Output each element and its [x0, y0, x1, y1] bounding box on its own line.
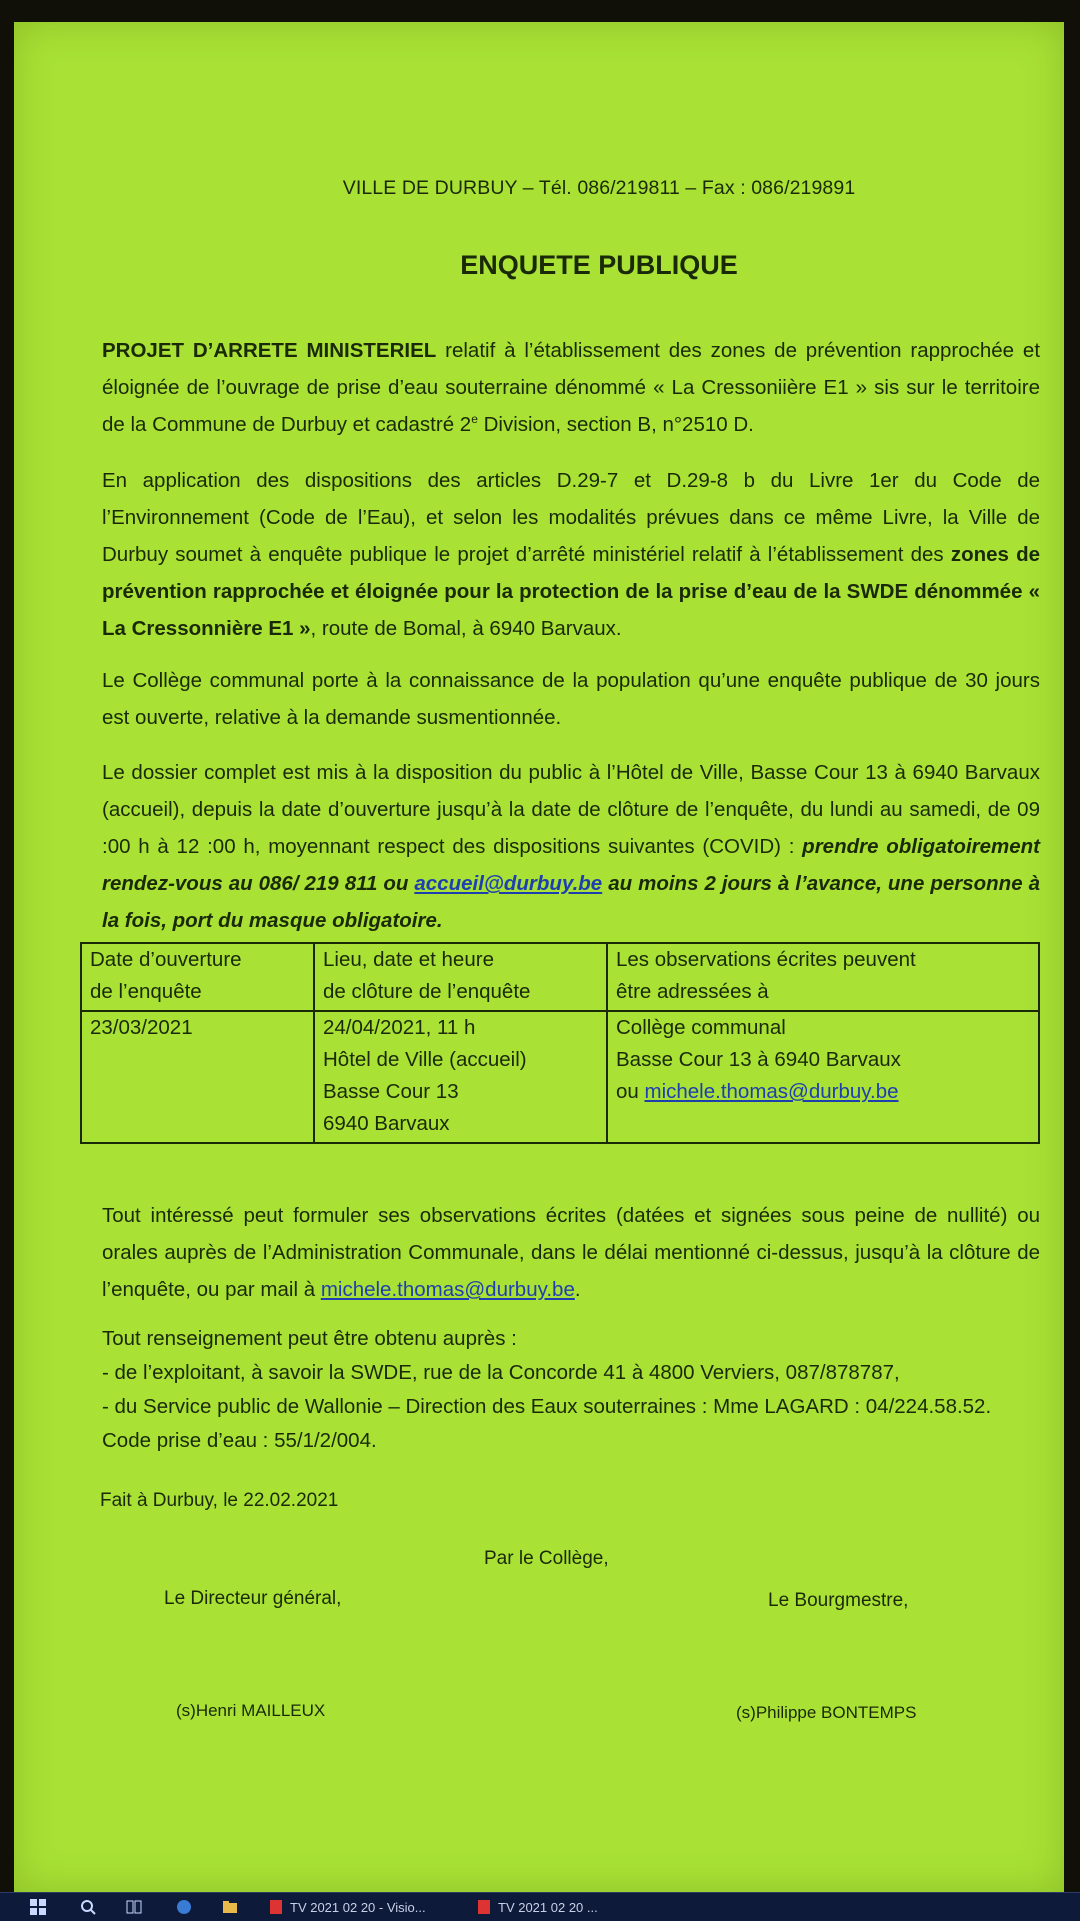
contact-line: VILLE DE DURBUY – Tél. 086/219811 – Fax : 086/219891: [342, 177, 856, 199]
header-cell-observations: [607, 943, 1039, 1011]
cell-observations-address: [607, 1011, 1039, 1143]
edge-browser-icon[interactable]: [176, 1899, 192, 1915]
observations-text: Tout intéressé peut formuler ses observations écrites (datées et signées sous peine de nullité) ou orales auprès de l’Administration Communale, dans le délai mentionné ci-dessus, jusqu’à la clôture de l’enquête, ou par mail à: [102, 1204, 1040, 1301]
intro-sup: e: [471, 412, 478, 427]
director-title: Le Directeur général,: [164, 1588, 342, 1609]
info-line: - du Service public de Wallonie – Direction des Eaux souterraines : Mme LAGARD : 04/224.58.52.: [102, 1395, 992, 1418]
mayor-signature: (s)Philippe BONTEMPS: [736, 1703, 917, 1722]
header-cell-closing: [314, 943, 607, 1011]
notice-page: [14, 22, 1064, 1892]
taskbar: [0, 1892, 1080, 1921]
cell-text: Hôtel de Ville (accueil): [323, 1048, 527, 1071]
intro-bold: PROJET D’ARRETE MINISTERIEL: [102, 339, 437, 362]
place-date: Fait à Durbuy, le 22.02.2021: [100, 1490, 339, 1511]
cell-text: Basse Cour 13: [323, 1080, 459, 1103]
pdf-document-icon: [268, 1899, 284, 1915]
accueil-email-link[interactable]: accueil@durbuy.be: [414, 872, 603, 895]
dossier-text: Le dossier complet est mis à la disposition du public à l’Hôtel de Ville, Basse Cour 13 à 6940 Barvaux (accueil), depuis la date d’ouverture jusqu’à la date de clôture de l’enquête, du lundi au samedi, de 09 :00 h à 12 :00 h, moyennant respect des dispositions suivantes (COVID) :: [102, 761, 1040, 858]
header-text: Les observations écrites peuvent: [616, 948, 916, 971]
observations-email-link[interactable]: michele.thomas@durbuy.be: [320, 1278, 575, 1301]
dossier-italic-a: prendre obligatoirement rendez-vous au 086/ 219 811 ou: [102, 835, 1041, 895]
cell-text: 23/03/2021: [90, 1016, 193, 1039]
cell-opening-date: [81, 1011, 314, 1143]
cell-text: ou: [616, 1080, 645, 1103]
info-line: Code prise d’eau : 55/1/2/004.: [102, 1429, 377, 1452]
cell-email-line: [616, 1076, 1030, 1108]
application-bold: zones de prévention rapprochée et éloignée pour la protection de la prise d’eau de la SWDE dénommée « La Cressonnière E1 »: [102, 543, 1041, 640]
header-text: Lieu, date et heure: [323, 948, 494, 971]
intro-text: relatif à l’établissement des zones de prévention rapprochée et éloignée de l’ouvrage de prise d’eau souterraine dénommé « La Cressoniière E1 » sis sur le territoire de la Commune de Durbuy et cadastré 2: [102, 339, 1041, 436]
info-line: - de l’exploitant, à savoir la SWDE, rue de la Concorde 41 à 4800 Verviers, 087/878787,: [102, 1361, 900, 1384]
pdf-document-icon: [476, 1899, 492, 1915]
application-paragraph: [102, 462, 1040, 647]
par-le-college: Par le Collège,: [484, 1548, 609, 1569]
windows-start-icon[interactable]: [30, 1899, 46, 1915]
cell-text: 24/04/2021, 11 h: [323, 1016, 476, 1039]
intro-paragraph: [102, 332, 1040, 443]
info-line: Tout renseignement peut être obtenu auprès :: [102, 1327, 517, 1350]
college-paragraph: Le Collège communal porte à la connaissance de la population qu’une enquête publique de 30 jours est ouverte, relative à la demande susmentionnée.: [102, 669, 1040, 729]
mayor-title: Le Bourgmestre,: [768, 1590, 909, 1611]
taskbar-item-2[interactable]: TV 2021 02 20 ...: [498, 1900, 598, 1915]
task-view-icon[interactable]: [126, 1899, 142, 1915]
application-text-end: , route de Bomal, à 6940 Barvaux.: [310, 617, 622, 640]
cell-text: Collège communal: [616, 1016, 786, 1039]
header-text: de clôture de l’enquête: [323, 980, 531, 1003]
table-row: [81, 1011, 1039, 1143]
director-signature: (s)Henri MAILLEUX: [176, 1701, 326, 1720]
dossier-italic-b: au moins 2 jours à l’avance, une personne à la fois, port du masque obligatoire.: [102, 872, 1040, 932]
observations-end: .: [574, 1278, 581, 1301]
header-cell-opening: [81, 943, 314, 1011]
search-icon[interactable]: [80, 1899, 96, 1915]
header-text: Date d’ouverture: [90, 948, 242, 971]
taskbar-item-1[interactable]: TV 2021 02 20 - Visio...: [290, 1900, 426, 1915]
intro-text-end: Division, section B, n°2510 D.: [477, 413, 754, 436]
page-title: ENQUETE PUBLIQUE: [460, 250, 738, 280]
application-text: En application des dispositions des articles D.29-7 et D.29-8 b du Livre 1er du Code de l’Environnement (Code de l’Eau), et selon les modalités prévues dans ce même Livre, la Ville de Durbuy soumet à enquête publique le projet d’arrêté ministériel relatif à l’établissement des: [102, 469, 1040, 566]
enquiry-table: [80, 942, 1040, 1144]
cell-closing-info: [314, 1011, 607, 1143]
file-explorer-icon[interactable]: [222, 1899, 238, 1915]
michele-email-link[interactable]: michele.thomas@durbuy.be: [644, 1080, 899, 1103]
dossier-paragraph: [102, 754, 1040, 939]
table-header-row: [81, 943, 1039, 1011]
cell-text: Basse Cour 13 à 6940 Barvaux: [616, 1048, 901, 1071]
header-text: de l’enquête: [90, 980, 202, 1003]
header-text: être adressées à: [616, 980, 769, 1003]
observations-paragraph: [102, 1197, 1040, 1308]
info-block: [102, 1322, 1040, 1458]
cell-text: 6940 Barvaux: [323, 1112, 450, 1135]
